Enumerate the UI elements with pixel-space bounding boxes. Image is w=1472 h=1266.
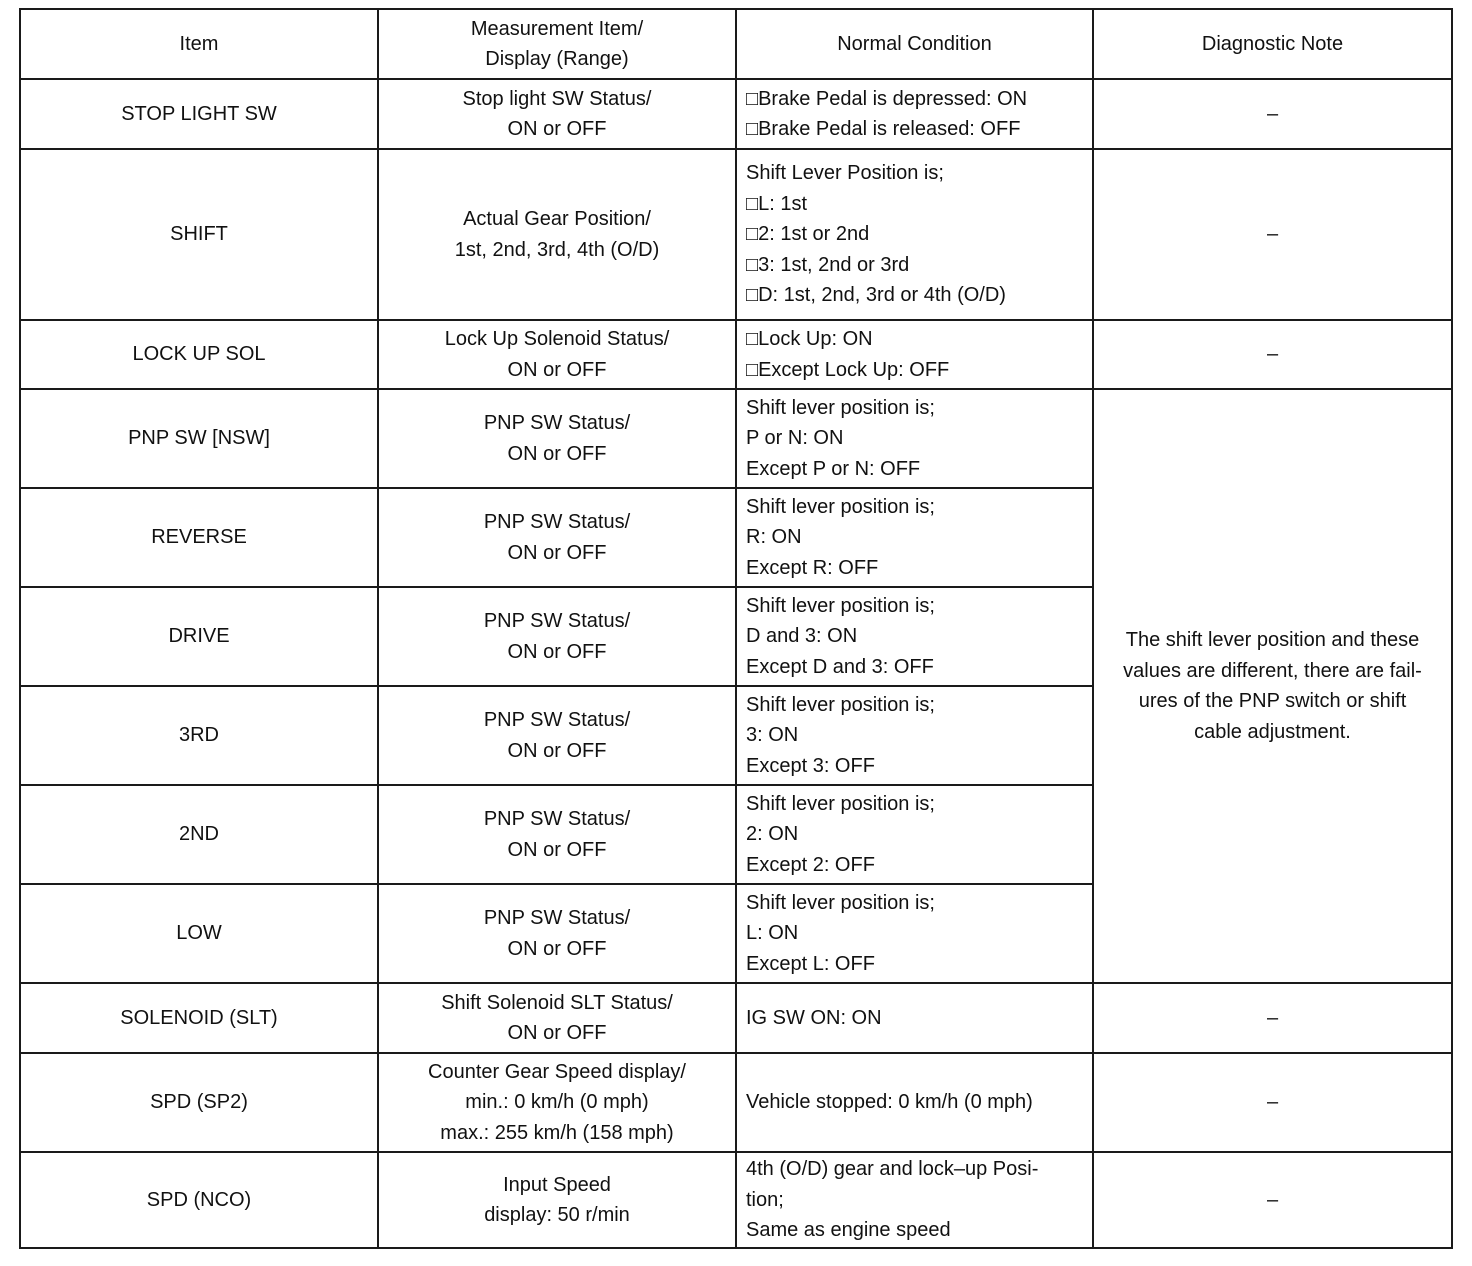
normal-condition-cell: Shift Lever Position is; □L: 1st □2: 1st or 2nd □3: 1st, 2nd or 3rd □D: 1st, 2nd, 3rd or 4th (O/D): [736, 149, 1093, 320]
normal-condition-cell: 4th (O/D) gear and lock–up Posi- tion; Same as engine speed: [736, 1152, 1093, 1248]
measurement-cell: Stop light SW Status/ ON or OFF: [378, 79, 736, 149]
measurement-cell: Lock Up Solenoid Status/ ON or OFF: [378, 320, 736, 389]
header-item: Item: [20, 9, 378, 79]
item-cell: STOP LIGHT SW: [20, 79, 378, 149]
normal-condition-cell: Shift lever position is; R: ON Except R: OFF: [736, 488, 1093, 587]
item-cell: SPD (SP2): [20, 1053, 378, 1152]
normal-condition-cell: IG SW ON: ON: [736, 983, 1093, 1053]
measurement-cell: PNP SW Status/ ON or OFF: [378, 884, 736, 983]
diagnostic-note-cell: –: [1093, 1053, 1452, 1152]
measurement-cell: PNP SW Status/ ON or OFF: [378, 389, 736, 488]
header-row: [20, 9, 1452, 79]
normal-condition-cell: Shift lever position is; L: ON Except L: OFF: [736, 884, 1093, 983]
merged-diagnostic-note: The shift lever position and these values are different, there are fail- ures of the PNP switch or shift cable adjustment.: [1093, 389, 1452, 983]
table-row: [20, 1053, 1452, 1152]
header-diagnostic-note: Diagnostic Note: [1093, 9, 1452, 79]
measurement-cell: Input Speed display: 50 r/min: [378, 1152, 736, 1248]
measurement-cell: Shift Solenoid SLT Status/ ON or OFF: [378, 983, 736, 1053]
diagnostic-note-cell: –: [1093, 149, 1452, 320]
item-cell: REVERSE: [20, 488, 378, 587]
normal-condition-cell: Shift lever position is; P or N: ON Except P or N: OFF: [736, 389, 1093, 488]
measurement-cell: PNP SW Status/ ON or OFF: [378, 587, 736, 686]
measurement-cell: PNP SW Status/ ON or OFF: [378, 785, 736, 884]
diagnostic-note-cell: –: [1093, 320, 1452, 389]
measurement-cell: PNP SW Status/ ON or OFF: [378, 488, 736, 587]
normal-condition-cell: Shift lever position is; 3: ON Except 3: OFF: [736, 686, 1093, 785]
data-list-table: [19, 8, 1453, 1249]
diagnostic-note-cell: –: [1093, 983, 1452, 1053]
normal-condition-cell: □Brake Pedal is depressed: ON □Brake Pedal is released: OFF: [736, 79, 1093, 149]
measurement-cell: Counter Gear Speed display/ min.: 0 km/h (0 mph) max.: 255 km/h (158 mph): [378, 1053, 736, 1152]
item-cell: SOLENOID (SLT): [20, 983, 378, 1053]
normal-condition-cell: Vehicle stopped: 0 km/h (0 mph): [736, 1053, 1093, 1152]
normal-condition-cell: Shift lever position is; D and 3: ON Except D and 3: OFF: [736, 587, 1093, 686]
item-cell: LOW: [20, 884, 378, 983]
item-cell: 2ND: [20, 785, 378, 884]
diagnostic-note-cell: –: [1093, 1152, 1452, 1248]
item-cell: SHIFT: [20, 149, 378, 320]
measurement-cell: PNP SW Status/ ON or OFF: [378, 686, 736, 785]
normal-condition-cell: □Lock Up: ON □Except Lock Up: OFF: [736, 320, 1093, 389]
table-row: [20, 983, 1452, 1053]
diagnostic-note-cell: –: [1093, 79, 1452, 149]
table-row: [20, 1152, 1452, 1248]
table-row: [20, 149, 1452, 320]
item-cell: SPD (NCO): [20, 1152, 378, 1248]
table-row: [20, 320, 1452, 389]
item-cell: PNP SW [NSW]: [20, 389, 378, 488]
item-cell: LOCK UP SOL: [20, 320, 378, 389]
header-measurement: Measurement Item/ Display (Range): [378, 9, 736, 79]
item-cell: DRIVE: [20, 587, 378, 686]
item-cell: 3RD: [20, 686, 378, 785]
header-normal-condition: Normal Condition: [736, 9, 1093, 79]
table-row: [20, 79, 1452, 149]
measurement-cell: Actual Gear Position/ 1st, 2nd, 3rd, 4th (O/D): [378, 149, 736, 320]
normal-condition-cell: Shift lever position is; 2: ON Except 2: OFF: [736, 785, 1093, 884]
table-row: [20, 389, 1452, 488]
